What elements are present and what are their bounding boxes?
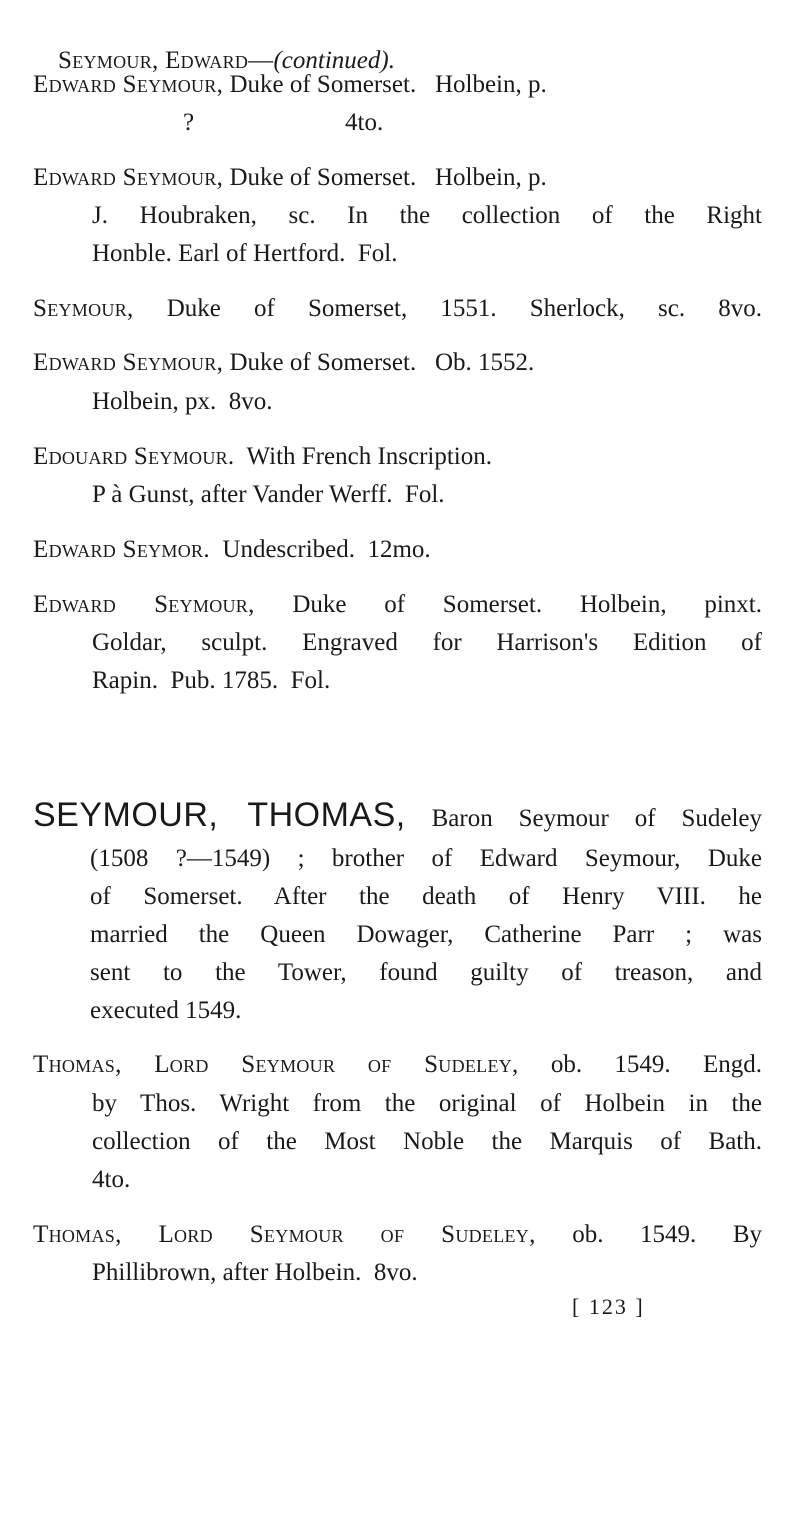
entry-text: P à Gunst, after Vander Werff. Fol. (92, 481, 445, 508)
text-line (33, 535, 431, 565)
entry-text: ob. 1549. Engd. (518, 1051, 762, 1078)
text-line (90, 958, 762, 988)
running-head-continued: (continued). (273, 47, 395, 74)
text-line (92, 666, 330, 696)
text-line (33, 70, 547, 100)
text-line (92, 628, 762, 658)
entry-text: Phillibrown, after Holbein. 8vo. (92, 1259, 418, 1286)
text-line (92, 1258, 418, 1288)
text-line (33, 348, 534, 378)
entry-title: Edward Seymour, (33, 591, 255, 618)
text-line (33, 1050, 762, 1080)
entry-text: Rapin. Pub. 1785. Fol. (92, 667, 331, 694)
entry-text: Duke of Somerset. Ob. 1552. (223, 349, 535, 376)
entry-text: 4to. (345, 109, 384, 136)
entry-title: Edouard Seymour. (33, 443, 235, 470)
text-line (90, 920, 762, 950)
entry-text: 4to. (92, 1166, 131, 1193)
entry-title: Edward Seymour, (33, 164, 224, 191)
entry-title: Edward Seymour, (33, 349, 224, 376)
text-line (90, 882, 762, 912)
text-line (92, 387, 273, 417)
text-line (33, 796, 762, 834)
text-line (92, 1089, 762, 1119)
entry-text: sent to the Tower, found guilty of treason, and (90, 959, 762, 986)
entry-title: Thomas, Lord Seymour of Sudeley, (33, 1051, 519, 1078)
entry-text: Baron Seymour of Sudeley (405, 805, 762, 832)
text-line (33, 590, 762, 620)
entry-text: (1508 ?—1549) ; brother of Edward Seymour, Duke (90, 845, 762, 872)
entry-text: executed 1549. (90, 997, 242, 1024)
text-line (92, 480, 445, 510)
text-line (90, 996, 241, 1026)
entry-text: of Somerset. After the death of Henry VIII. he (90, 883, 762, 910)
entry-text: married the Queen Dowager, Catherine Parr ; was (90, 921, 762, 948)
entry-text: With French Inscription. (234, 443, 493, 470)
text-line (33, 1220, 762, 1250)
entry-text: ob. 1549. By (535, 1221, 762, 1248)
entry-text: by Thos. Wright from the original of Holbein in the (92, 1090, 762, 1117)
entry-text: Duke of Somerset. Holbein, pinxt. (254, 591, 762, 618)
text-line (92, 201, 762, 231)
entry-text: Goldar, sculpt. Engraved for Harrison's Edition of (92, 629, 762, 656)
entry-text: Holbein, px. 8vo. (92, 388, 273, 415)
running-head-name: Seymour, Edward— (58, 47, 274, 74)
text-line (92, 1127, 762, 1157)
entry-title: Seymour, (33, 295, 134, 322)
text-line (33, 294, 762, 324)
entry-text: collection of the Most Noble the Marquis of Bath. (92, 1128, 762, 1155)
entry-text: Duke of Somerset. Holbein, p. (223, 164, 547, 191)
entry-text: Honble. Earl of Hertford. Fol. (92, 240, 398, 267)
text-line (33, 163, 547, 193)
entry-text: Duke of Somerset. Holbein, p. (223, 71, 547, 98)
entry-text: Undescribed. 12mo. (209, 536, 431, 563)
entry-text: ? (183, 109, 195, 136)
page-number: [ 123 ] (572, 1294, 645, 1319)
entry-text: J. Houbraken, sc. In the collection of the Right (92, 202, 762, 229)
text-line (90, 844, 762, 874)
entry-text: Duke of Somerset, 1551. Sherlock, sc. 8vo. (133, 295, 762, 322)
entry-title: Edward Seymor. (33, 536, 210, 563)
entry-title: Edward Seymour, (33, 71, 224, 98)
entry-heading: SEYMOUR, THOMAS, (33, 796, 406, 834)
text-line (33, 442, 492, 472)
text-line (92, 239, 397, 269)
entry-title: Thomas, Lord Seymour of Sudeley, (33, 1221, 536, 1248)
text-line (92, 1165, 130, 1195)
